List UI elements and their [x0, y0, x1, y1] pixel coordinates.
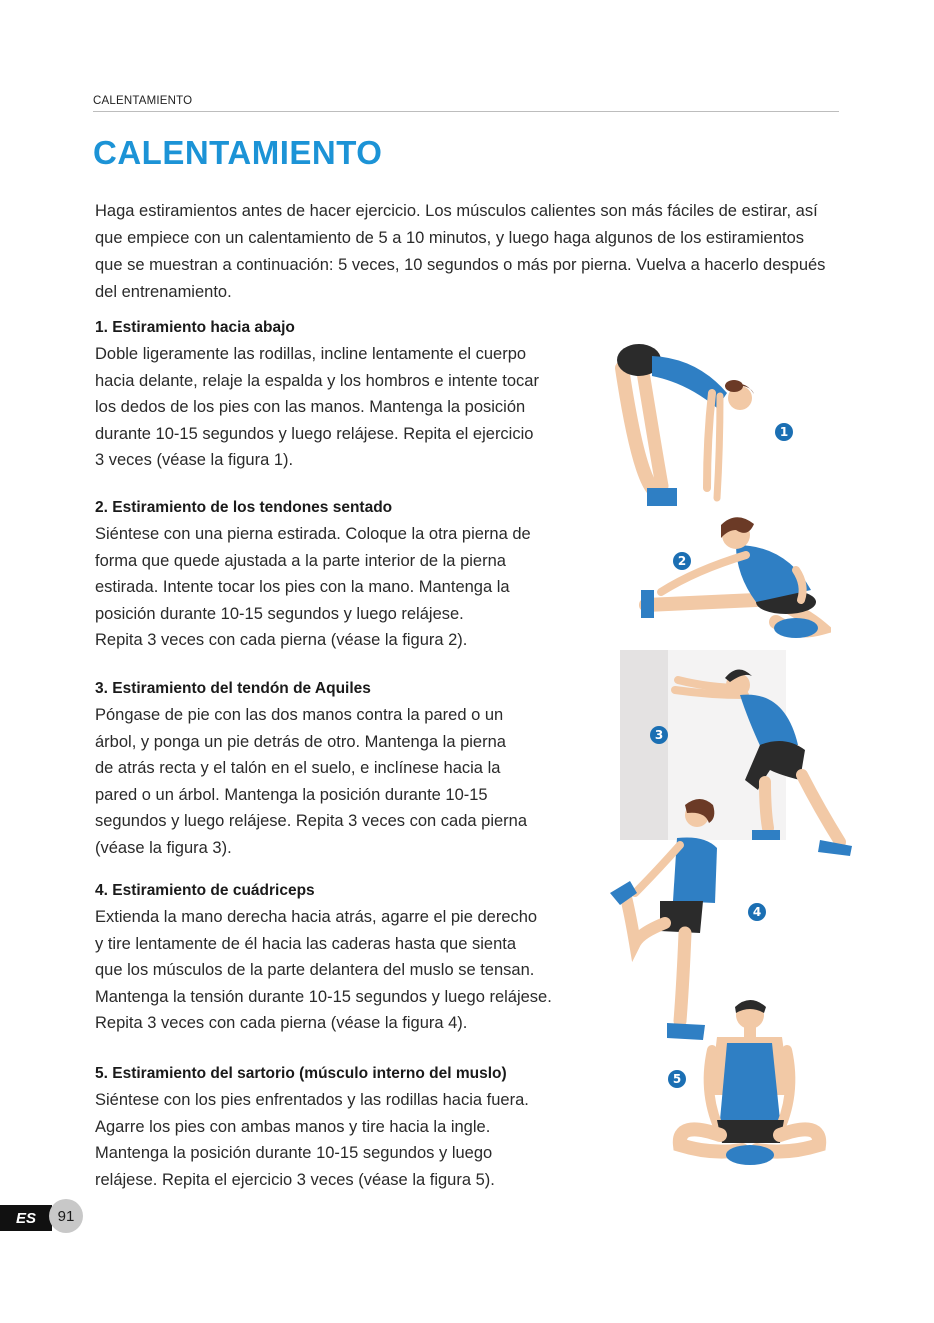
section-achilles-stretch	[95, 680, 615, 861]
page-number: 91	[49, 1199, 83, 1233]
figure-number-badge: 1	[775, 423, 793, 441]
figure-number-badge: 4	[748, 903, 766, 921]
section-quadriceps-stretch	[95, 882, 615, 1037]
figure-2-illustration	[636, 510, 831, 645]
running-header: CALENTAMIENTO	[93, 95, 839, 112]
intro-paragraph: Haga estiramientos antes de hacer ejercicio. Los músculos calientes son más fáciles de estirar, así que empiece con un calentamiento de 5 a 10 minutos, y luego haga algunos de los estiramientos que se muestran a continuación: 5 veces, 10 segundos o más por pierna. Vuelva a hacerlo después del entrenamiento.	[95, 202, 826, 301]
figure-number-badge: 3	[650, 726, 668, 744]
section-body: Póngase de pie con las dos manos contra la pared o un árbol, y ponga un pie detrás de otro. Mantenga la pierna de atrás recta y el talón en el suelo, e inclínese hacia la pared o un árbol. Mantenga la posición durante 10-15 segundos y luego relájese. Repita 3 veces con cada pierna (véase la figura 3).	[95, 706, 528, 857]
section-heading: 5. Estiramiento del sartorio (músculo interno del muslo)	[95, 1065, 507, 1082]
figure-number-badge: 5	[668, 1070, 686, 1088]
section-body: Siéntese con los pies enfrentados y las rodillas hacia fuera. Agarre los pies con ambas manos y tire hacia la ingle. Mantenga la posición durante 10-15 segundos y luego relájese. Repita el ejercicio 3 veces (véase la figura 5).	[95, 1091, 529, 1189]
language-tab: ES	[0, 1205, 52, 1231]
section-seated-hamstring-stretch	[95, 499, 615, 654]
section-heading: 2. Estiramiento de los tendones sentado	[95, 499, 393, 516]
section-heading: 4. Estiramiento de cuádriceps	[95, 882, 315, 899]
figure-number-badge: 2	[673, 552, 691, 570]
section-body: Siéntese con una pierna estirada. Coloque la otra pierna de forma que quede ajustada a la parte interior de la pierna estirada. Intente tocar los pies con la mano. Mantenga la posición durante 10-15 segundos y luego relájese. Repita 3 veces con cada pierna (véase la figura 2).	[95, 525, 531, 649]
section-heading: 1. Estiramiento hacia abajo	[95, 319, 295, 336]
figure-1-illustration	[612, 338, 762, 513]
section-sartorius-stretch	[95, 1065, 615, 1193]
page-title: CALENTAMIENTO	[93, 134, 383, 171]
section-heading: 3. Estiramiento del tendón de Aquiles	[95, 680, 371, 697]
section-body: Doble ligeramente las rodillas, incline lentamente el cuerpo hacia delante, relaje la espalda y los hombros e intente tocar los dedos de los pies con las manos. Mantenga la posición durante 10-15 segundos y luego relájese. Repita el ejercicio 3 veces (véase la figura 1).	[95, 345, 539, 469]
section-downward-stretch	[95, 319, 615, 474]
section-body: Extienda la mano derecha hacia atrás, agarre el pie derecho y tire lentamente de él hacia las caderas hasta que sienta que los músculos de la parte delantera del muslo se tensan. Mantenga la tensión durante 10-15 segundos y luego relájese. Repita 3 veces con cada pierna (véase la figura 4).	[95, 908, 552, 1032]
figure-5-illustration	[672, 995, 827, 1170]
